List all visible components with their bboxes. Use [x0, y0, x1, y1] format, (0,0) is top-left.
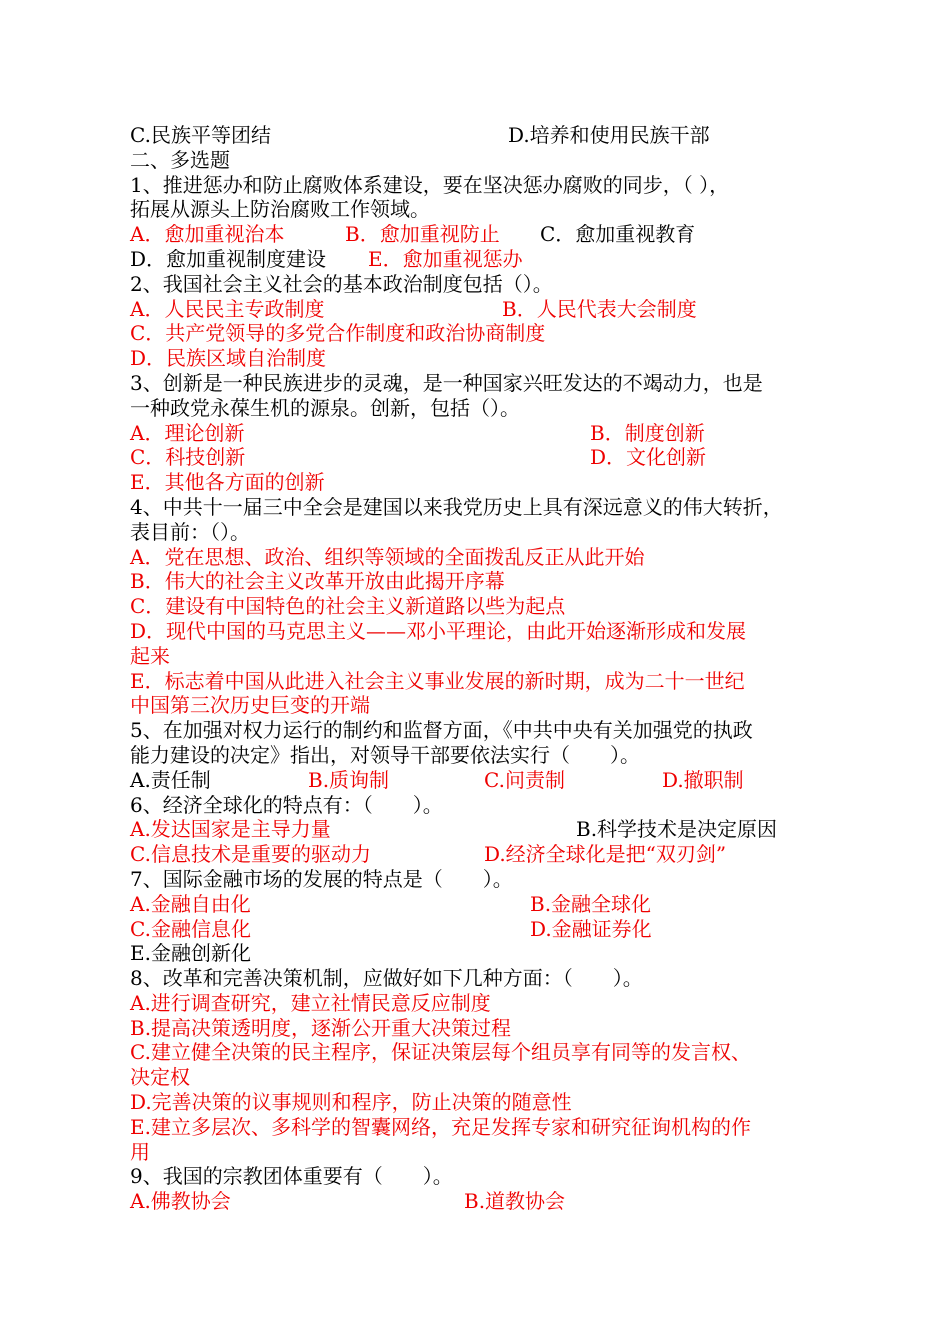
option-d: D．文化创新 [590, 445, 707, 470]
question-8: 8、改革和完善决策机制，应做好如下几种方面：（ ）。 [130, 966, 643, 991]
option-row [130, 917, 840, 942]
option-b: B.金融全球化 [530, 891, 652, 916]
option-c: C.建立健全决策的民主程序，保证决策层每个组员享有同等的发言权、 [130, 1040, 751, 1065]
option-b: B．制度创新 [590, 420, 705, 445]
option-b: B.科学技术是决定原因 [576, 817, 778, 842]
option-d: D.经济全球化是把“双刃剑” [484, 842, 727, 867]
option-a: A.责任制 [130, 767, 211, 792]
question-1-cont: 拓展从源头上防治腐败工作领域。 [130, 197, 430, 222]
question-4-cont: 表目前：（）。 [130, 519, 250, 544]
option-row [130, 768, 840, 793]
option-row [130, 247, 840, 272]
document-page [130, 123, 840, 1214]
question-7: 7、国际金融市场的发展的特点是（ ）。 [130, 866, 513, 891]
option-c: C．愈加重视教育 [540, 222, 696, 247]
option-row [130, 892, 840, 917]
option-a: A．理论创新 [130, 420, 245, 445]
option-row [130, 817, 840, 842]
question-5: 5、在加强对权力运行的制约和监督方面，《中共中央有关加强党的执政 [130, 718, 753, 743]
option-a: A.金融自由化 [130, 891, 251, 916]
option-b: B.提高决策透明度，逐渐公开重大决策过程 [130, 1015, 512, 1040]
question-9: 9、我国的宗教团体重要有（ ）。 [130, 1164, 453, 1189]
option-c: C．科技创新 [130, 445, 246, 470]
option-a: A.发达国家是主导力量 [130, 817, 331, 842]
question-3: 3、创新是一种民族进步的灵魂，是一种国家兴旺发达的不竭动力，也是 [130, 370, 763, 395]
option-b: B.道教协会 [464, 1189, 566, 1214]
option-row [130, 123, 840, 148]
option-e: E．愈加重视惩办 [368, 246, 523, 271]
question-3-cont: 一种政党永葆生机的源泉。创新，包括（）。 [130, 395, 520, 420]
option-a: A.进行调查研究，建立社情民意反应制度 [130, 990, 491, 1015]
option-a: A.佛教协会 [130, 1189, 231, 1214]
option-d: D．现代中国的马克思主义——邓小平理论，由此开始逐渐形成和发展 [130, 618, 747, 643]
option-c: C．建设有中国特色的社会主义新道路以些为起点 [130, 594, 566, 619]
option-d: D.完善决策的议事规则和程序，防止决策的随意性 [130, 1090, 572, 1115]
option-e-cont: 中国第三次历史巨变的开端 [130, 693, 370, 718]
question-4: 4、中共十一届三中全会是建国以来我党历史上具有深远意义的伟大转折， [130, 494, 783, 519]
option-c: C.问责制 [484, 767, 565, 792]
option-b: B．人民代表大会制度 [502, 296, 697, 321]
section-heading: 二、多选题 [130, 147, 230, 172]
option-b: B.质询制 [308, 767, 390, 792]
option-c-cont: 决定权 [130, 1065, 190, 1090]
question-1: 1、推进惩办和防止腐败体系建设，要在坚决惩办腐败的同步，（ ）， [130, 172, 730, 197]
option-b: B．伟大的社会主义改革开放由此揭开序幕 [130, 569, 505, 594]
option-e: E．标志着中国从此进入社会主义事业发展的新时期，成为二十一世纪 [130, 668, 745, 693]
option-row [130, 842, 840, 867]
option-d-cont: 起来 [130, 643, 170, 668]
option-row [130, 222, 840, 247]
option-a: A．党在思想、政治、组织等领域的全面拨乱反正从此开始 [130, 544, 645, 569]
option-row [130, 421, 840, 446]
option-c: C．共产党领导的多党合作制度和政治协商制度 [130, 321, 546, 346]
question-5-cont: 能力建设的决定》指出，对领导干部要依法实行（ ）。 [130, 742, 640, 767]
option-e: E.建立多层次、多科学的智囊网络，充足发挥专家和研究征询机构的作 [130, 1114, 751, 1139]
option-d: D．愈加重视制度建设 [130, 246, 327, 271]
option-c: C.民族平等团结 [130, 123, 271, 147]
option-a: A．人民民主专政制度 [130, 296, 325, 321]
option-d: D．民族区域自治制度 [130, 346, 327, 371]
option-b: B．愈加重视防止 [345, 222, 500, 247]
option-e-cont: 用 [130, 1139, 150, 1164]
option-row [130, 1189, 840, 1214]
option-d: D.撤职制 [662, 767, 744, 792]
question-2: 2、我国社会主义社会的基本政治制度包括（）。 [130, 271, 553, 296]
option-c: C.信息技术是重要的驱动力 [130, 842, 371, 867]
option-a: A．愈加重视治本 [130, 222, 285, 247]
option-d: D.培养和使用民族干部 [508, 123, 710, 147]
option-d: D.金融证券化 [530, 916, 652, 941]
option-c: C.金融信息化 [130, 916, 251, 941]
question-6: 6、经济全球化的特点有：（ ）。 [130, 792, 443, 817]
option-e: E.金融创新化 [130, 941, 251, 966]
option-row [130, 297, 840, 322]
option-e: E．其他各方面的创新 [130, 470, 325, 495]
option-row [130, 445, 840, 470]
